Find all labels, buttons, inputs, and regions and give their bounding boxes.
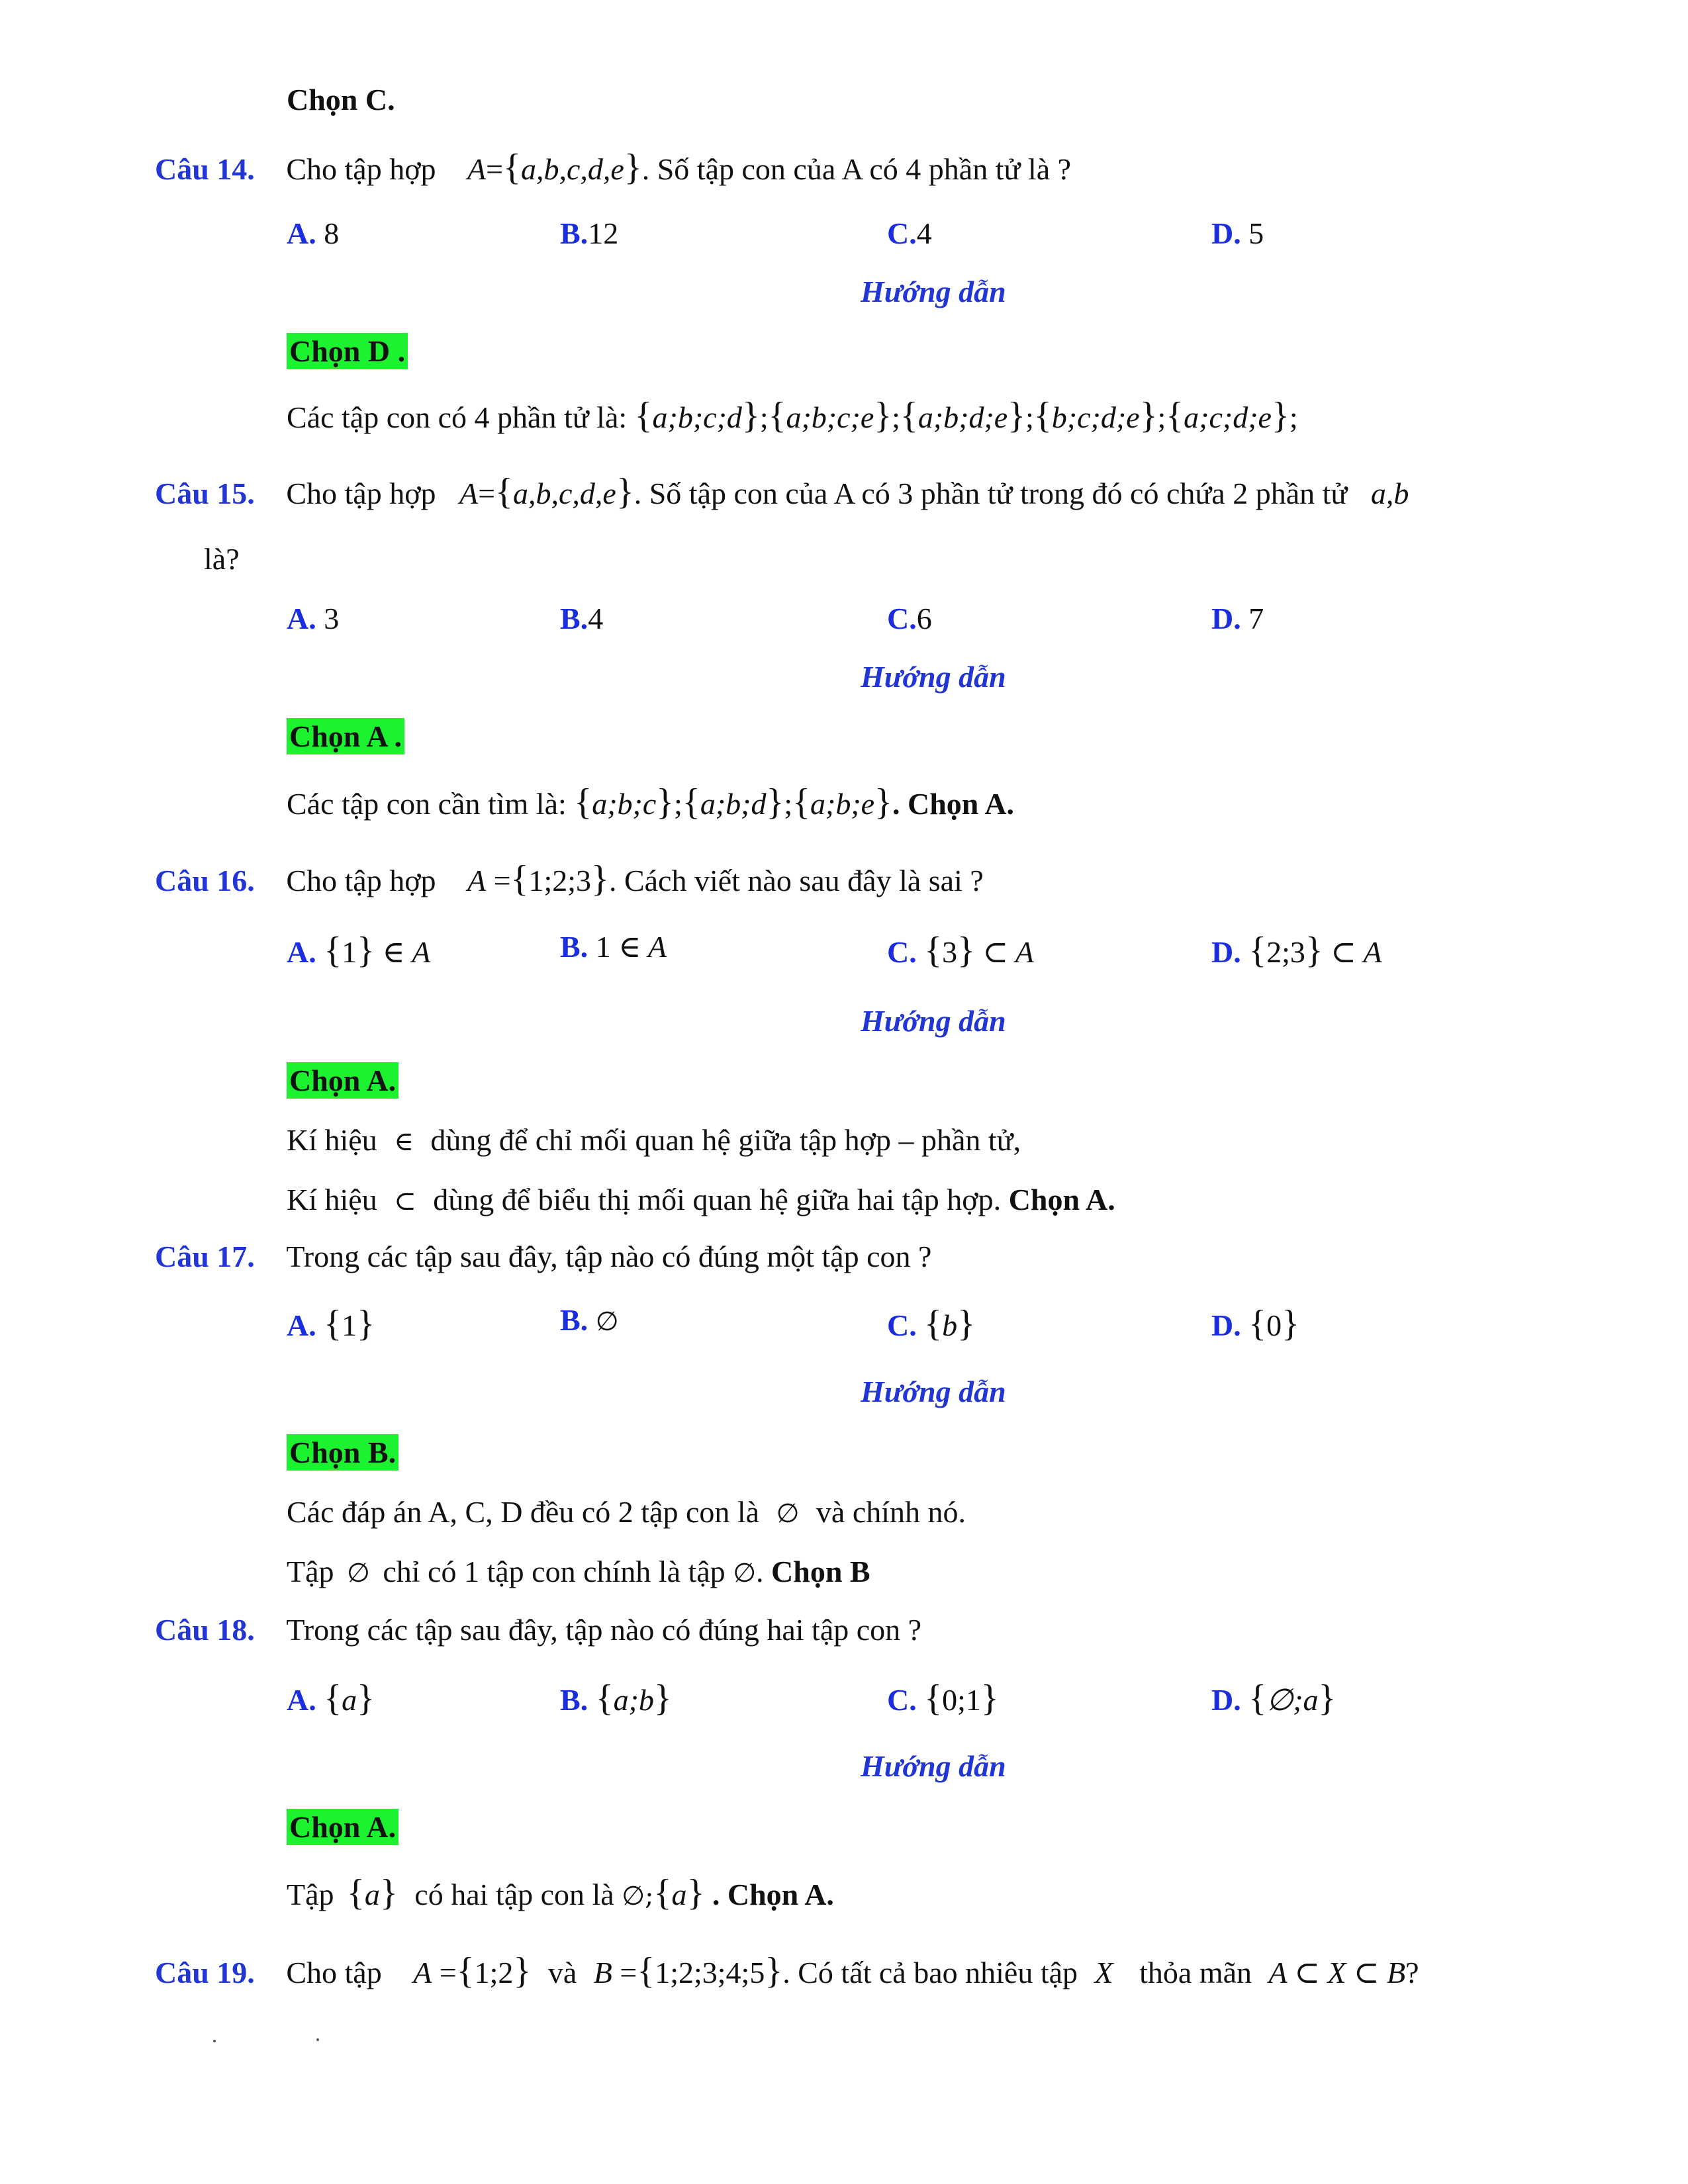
guide-heading-18: Hướng dẫn xyxy=(861,1749,1006,1783)
answer-18: Chọn A. xyxy=(287,1809,399,1845)
question-15-cont: là? xyxy=(204,542,240,576)
explanation-15: Các tập con cần tìm là: {a;b;c};{a;b;d};{a;b;e}. Chọn A. xyxy=(287,782,1015,823)
option-15-d[interactable]: D. 7 xyxy=(1211,602,1264,635)
option-17-b[interactable]: B. ∅ xyxy=(560,1303,619,1337)
option-18-a[interactable]: A. {a} xyxy=(287,1678,375,1719)
option-14-c[interactable]: C.4 xyxy=(887,216,932,250)
question-19: Câu 19. Cho tập A ={1;2} và B ={1;2;3;4;5}. Có tất cả bao nhiêu tập X thỏa mãn A ⊂ X ⊂ B? xyxy=(155,1950,1419,1991)
subset: a;b;c;e xyxy=(786,400,874,434)
option-18-d[interactable]: D. {∅;a} xyxy=(1211,1678,1336,1719)
answer-17: Chọn B. xyxy=(287,1434,399,1471)
explanation-17-line-1: Các đáp án A, C, D đều có 2 tập con là ∅ và chính nó. xyxy=(287,1495,966,1529)
subset: a;b;c;d xyxy=(652,400,742,434)
scan-dot xyxy=(316,2038,319,2041)
option-16-b[interactable]: B. 1 ∈ A xyxy=(560,930,667,964)
answer-16: Chọn A. xyxy=(287,1062,399,1099)
question-14-set-name: A xyxy=(467,152,487,186)
explanation-18: Tập {a} có hai tập con là ∅;{a} . Chọn A. xyxy=(287,1872,834,1913)
option-15-a[interactable]: A. 3 xyxy=(287,602,340,635)
question-14: Câu 14. Cho tập hợp A={a,b,c,d,e}. Số tập con của A có 4 phần tử là ? xyxy=(155,147,1072,188)
option-16-a[interactable]: A. {1} ∈ A xyxy=(287,930,431,971)
explanation-14: Các tập con có 4 phần tử là: {a;b;c;d};{a;b;c;e};{a;b;d;e};{b;c;d;e};{a;c;d;e}; xyxy=(287,395,1298,436)
guide-heading-16: Hướng dẫn xyxy=(861,1004,1006,1038)
question-16: Câu 16. Cho tập hợp A ={1;2;3}. Cách viết nào sau đây là sai ? xyxy=(155,858,984,899)
guide-heading-15: Hướng dẫn xyxy=(861,660,1006,694)
option-17-a[interactable]: A. {1} xyxy=(287,1303,375,1344)
option-17-c[interactable]: C. {b} xyxy=(887,1303,976,1344)
question-14-stem-pre: Cho tập hợp xyxy=(286,152,436,186)
question-15-label: Câu 15. xyxy=(155,477,255,510)
subset: a;b;e xyxy=(810,787,875,821)
option-18-c[interactable]: C. {0;1} xyxy=(887,1678,999,1719)
subset: a;b;d xyxy=(700,787,767,821)
option-14-a[interactable]: A. 8 xyxy=(287,216,340,250)
guide-heading-17: Hướng dẫn xyxy=(861,1375,1006,1408)
explanation-16-line-1: Kí hiệu ∈ dùng để chỉ mối quan hệ giữa tập hợp – phần tử, xyxy=(287,1123,1021,1157)
option-15-c[interactable]: C.6 xyxy=(887,602,932,635)
option-18-b[interactable]: B. {a;b} xyxy=(560,1678,672,1719)
subset: a;b;d;e xyxy=(917,400,1008,434)
answer-14: Chọn D . xyxy=(287,333,408,369)
question-16-label: Câu 16. xyxy=(155,864,255,897)
question-17: Câu 17. Trong các tập sau đây, tập nào có đúng một tập con ? xyxy=(155,1240,932,1273)
question-19-label: Câu 19. xyxy=(155,1956,255,1989)
answer-15: Chọn A . xyxy=(287,718,404,754)
option-14-d[interactable]: D. 5 xyxy=(1211,216,1264,250)
scan-dot xyxy=(213,2040,216,2042)
subset: b;c;d;e xyxy=(1051,400,1140,434)
option-17-d[interactable]: D. {0} xyxy=(1211,1303,1300,1344)
question-14-set-elems: a,b,c,d,e xyxy=(520,152,624,186)
option-14-b[interactable]: B.12 xyxy=(560,216,619,250)
question-18: Câu 18. Trong các tập sau đây, tập nào có đúng hai tập con ? xyxy=(155,1613,922,1647)
question-18-label: Câu 18. xyxy=(155,1613,255,1647)
option-16-c[interactable]: C. {3} ⊂ A xyxy=(887,930,1034,971)
question-15: Câu 15. Cho tập hợp A={a,b,c,d,e}. Số tập con của A có 3 phần tử trong đó có chứa 2 phần tử a,b xyxy=(155,471,1409,512)
question-17-label: Câu 17. xyxy=(155,1240,255,1273)
option-15-b[interactable]: B.4 xyxy=(560,602,604,635)
guide-heading-14: Hướng dẫn xyxy=(861,275,1006,308)
subset: a;b;c xyxy=(592,787,657,821)
question-14-stem-post: . Số tập con của A có 4 phần tử là ? xyxy=(641,152,1072,186)
intro-answer: Chọn C. xyxy=(287,83,395,116)
subset: a;c;d;e xyxy=(1184,400,1272,434)
explanation-17-line-2: Tập ∅ chỉ có 1 tập con chính là tập ∅. Chọn B xyxy=(287,1555,870,1588)
question-14-label: Câu 14. xyxy=(155,152,255,186)
option-16-d[interactable]: D. {2;3} ⊂ A xyxy=(1211,930,1382,971)
explanation-16-line-2: Kí hiệu ⊂ dùng để biểu thị mối quan hệ giữa hai tập hợp. Chọn A. xyxy=(287,1183,1115,1216)
